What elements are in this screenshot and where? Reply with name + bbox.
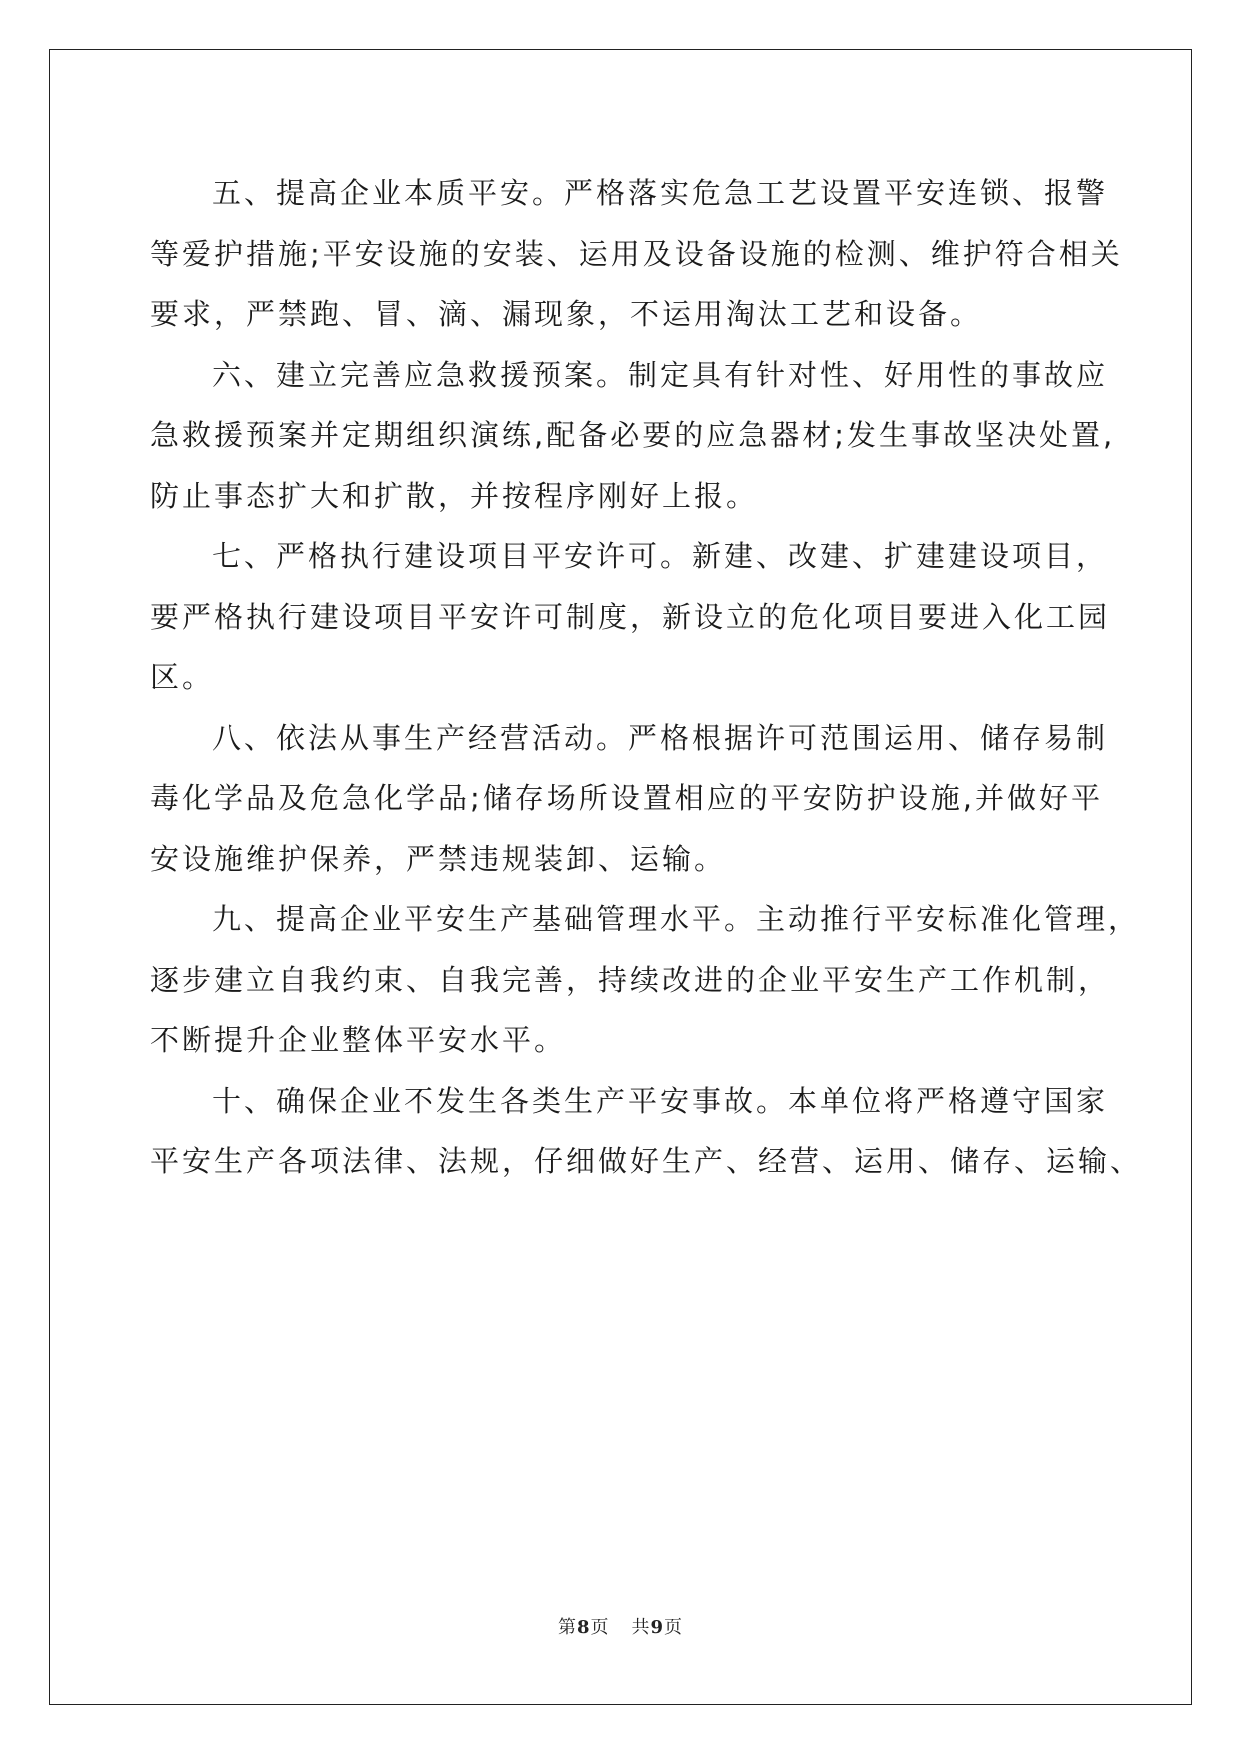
current-page-number: 8 [576,1617,591,1638]
page-prefix: 第 [557,1617,577,1638]
paragraph-6 [150,345,1116,527]
text-line: 毒化学品及危急化学品;储存场所设置相应的平安防护设施,并做好平 [150,781,1103,815]
text-line: 区。 [150,660,215,694]
total-pages-number: 9 [650,1617,665,1638]
text-line: 不断提升企业整体平安水平。 [150,1023,567,1057]
paragraph-9 [150,889,1141,1071]
text-line: 逐步建立自我约束、自我完善，持续改进的企业平安生产工作机制， [150,962,1111,997]
paragraph-5 [150,163,1123,345]
text-line: 六、建立完善应急救援预案。制定具有针对性、好用性的事故应 [212,357,1109,392]
total-prefix: 共 [631,1617,651,1638]
paragraph-10 [150,1071,1143,1192]
text-line: 要严格执行建设项目平安许可制度，新设立的危化项目要进入化工园 [150,599,1111,634]
text-line: 等爱护措施;平安设施的安装、运用及设备设施的检测、维护符合相关 [150,236,1123,271]
paragraph-7 [150,526,1111,708]
paragraph-8 [150,708,1109,890]
text-line: 要求，严禁跑、冒、滴、漏现象，不运用淘汰工艺和设备。 [150,297,983,331]
text-line: 急救援预案并定期组织演练,配备必要的应急器材;发生事故坚决处置, [150,418,1116,452]
text-line: 十、确保企业不发生各类生产平安事故。本单位将严格遵守国家 [212,1083,1109,1118]
page-footer [0,1613,1241,1639]
page-suffix: 页 [590,1617,610,1638]
text-line: 七、严格执行建设项目平安许可。新建、改建、扩建建设项目， [212,539,1109,573]
text-line: 九、提高企业平安生产基础管理水平。主动推行平安标准化管理， [212,902,1141,936]
total-suffix: 页 [664,1617,684,1638]
text-line: 五、提高企业本质平安。严格落实危急工艺设置平安连锁、报警 [212,176,1109,210]
text-line: 安设施维护保养，严禁违规装卸、运输。 [150,841,727,876]
text-line: 平安生产各项法律、法规，仔细做好生产、经营、运用、储存、运输、 [150,1144,1143,1178]
text-line: 八、依法从事生产经营活动。严格根据许可范围运用、储存易制 [212,720,1109,755]
document-body [150,163,1143,1192]
text-line: 防止事态扩大和扩散，并按程序刚好上报。 [150,478,759,513]
